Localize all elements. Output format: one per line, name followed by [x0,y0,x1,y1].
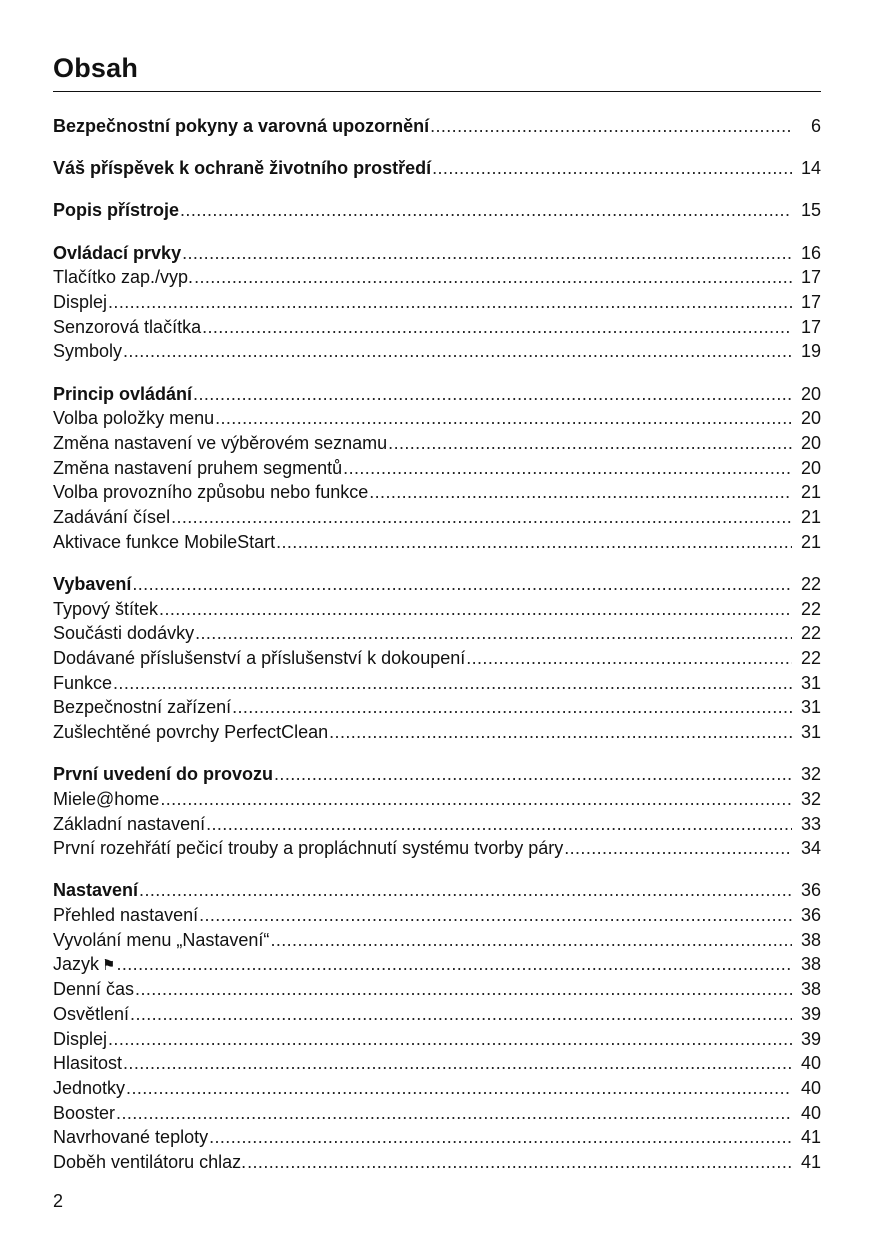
toc-entry-text: Navrhované teploty [53,1127,209,1148]
toc-entry[interactable] [53,505,821,530]
dot-leader [232,695,792,720]
toc-entry-text: Vybavení [53,573,132,594]
toc-page-number: 17 [800,291,821,312]
toc-entry-text: Zadávání čísel [53,506,171,527]
dot-leader [247,1150,792,1175]
dot-leader [202,315,792,340]
toc-section [53,241,821,364]
toc-entry[interactable] [53,1076,821,1101]
toc-entry-text: Displej [53,291,108,312]
toc-entry-label [53,114,429,139]
toc-entry[interactable] [53,1027,821,1052]
toc-entry-label [53,695,231,720]
toc-page-number: 41 [800,1151,821,1172]
toc-entry-label [53,928,269,953]
toc-entry-label [53,952,115,979]
toc-page-number: 14 [800,158,821,179]
toc-entry-label [53,671,112,696]
toc-entry[interactable] [53,836,821,861]
toc-entry[interactable] [53,1051,821,1076]
toc-entry-text: Volba položky menu [53,408,215,429]
toc-entry[interactable] [53,290,821,315]
dot-leader [126,1076,792,1101]
toc-entry[interactable] [53,1101,821,1126]
toc-entry-text: Ovládací prvky [53,242,182,263]
toc-entry-label [53,720,328,745]
toc-page-number: 21 [800,482,821,503]
toc-entry[interactable] [53,315,821,340]
toc-entry-label [53,406,214,431]
toc-entry-text: Změna nastavení ve výběrovém seznamu [53,432,388,453]
toc-entry-label [53,480,368,505]
toc-entry-label [53,1076,125,1101]
dot-leader [388,431,792,456]
toc-entry-text: Funkce [53,672,113,693]
toc-section [53,382,821,555]
toc-page-number: 22 [800,598,821,619]
toc-entry-label [53,621,194,646]
toc-entry-label [53,265,193,290]
dot-leader [116,952,792,977]
toc-entry-label [53,1051,122,1076]
toc-entry[interactable] [53,480,821,505]
toc-page-number: 38 [800,954,821,975]
toc-page-number: 17 [800,267,821,288]
dot-leader [116,1101,792,1126]
toc-entry-label [53,339,122,364]
toc-entry-text: Přehled nastavení [53,905,199,926]
toc-page-number: 40 [800,1053,821,1074]
toc-page-number: 31 [800,672,821,693]
toc-entry-label [53,762,273,787]
toc-entry-label [53,156,431,181]
toc-page-number: 19 [800,341,821,362]
toc-page-number: 20 [800,408,821,429]
dot-leader [108,290,792,315]
toc-chapter-entry[interactable] [53,572,821,597]
toc-page-number: 21 [800,531,821,552]
toc-entry-text: Základní nastavení [53,813,206,834]
dot-leader [180,198,792,223]
toc-entry-label [53,1101,115,1126]
toc-entry[interactable] [53,597,821,622]
toc-section [53,156,821,181]
dot-leader [139,878,792,903]
dot-leader [430,114,792,139]
toc-entry[interactable] [53,621,821,646]
flag-icon: ⚑ [102,957,116,975]
toc-page-number: 39 [800,1028,821,1049]
toc-entry-text: První rozehřátí pečicí trouby a propláchnutí systému tvorby páry [53,838,564,859]
dot-leader [132,572,792,597]
dot-leader [182,241,792,266]
toc-entry-text: Změna nastavení pruhem segmentů [53,457,343,478]
toc-entry-text: Symboly [53,341,123,362]
dot-leader [108,1027,792,1052]
toc-entry-label [53,1027,107,1052]
toc-page-number: 32 [800,764,821,785]
toc-entry-text: Vyvolání menu „Nastavení“ [53,929,270,950]
dot-leader [329,720,792,745]
toc-chapter-entry[interactable] [53,241,821,266]
toc-chapter-entry[interactable] [53,762,821,787]
toc-entry-label [53,572,131,597]
toc-entry-text: Denní čas [53,979,135,1000]
toc-entry[interactable] [53,977,821,1002]
page-title: Obsah [53,53,139,83]
toc-section [53,878,821,1174]
toc-chapter-entry[interactable] [53,198,821,223]
toc-chapter-entry[interactable] [53,878,821,903]
toc-entry[interactable] [53,1002,821,1027]
toc-chapter-entry[interactable] [53,156,821,181]
dot-leader [193,382,792,407]
toc-page-number: 36 [800,880,821,901]
toc-entry-text: Jednotky [53,1077,126,1098]
dot-leader [123,339,792,364]
toc-entry[interactable] [53,1125,821,1150]
toc-entry-text: Typový štítek [53,598,159,619]
toc-entry-label [53,505,170,530]
toc-entry-text: Aktivace funkce MobileStart [53,531,276,552]
toc-entry-text: Tlačítko zap./vyp. [53,267,194,288]
toc-entry[interactable] [53,787,821,812]
toc-entry-label [53,456,342,481]
toc-entry[interactable] [53,431,821,456]
toc-entry-text: Princip ovládání [53,383,193,404]
toc-entry-text: Váš příspěvek k ochraně životního prostředí [53,158,432,179]
toc-section [53,572,821,745]
toc-page-number: 34 [800,838,821,859]
toc-entry-text: Doběh ventilátoru chlaz. [53,1151,247,1172]
dot-leader [276,530,792,555]
toc-entry-label [53,1150,246,1175]
toc-entry[interactable] [53,695,821,720]
toc-page-number: 15 [800,200,821,221]
dot-leader [130,1002,792,1027]
toc-page-number: 38 [800,929,821,950]
toc-entry-text: Miele@home [53,788,160,809]
toc-page-number: 16 [800,242,821,263]
dot-leader [564,836,792,861]
toc-entry[interactable] [53,720,821,745]
toc-entry-label [53,241,181,266]
toc-entry-text: Součásti dodávky [53,623,195,644]
toc-chapter-entry[interactable] [53,114,821,139]
toc-page-number: 39 [800,1003,821,1024]
toc-entry-label [53,878,138,903]
toc-page-number: 41 [800,1127,821,1148]
toc-page-number: 40 [800,1102,821,1123]
toc-page-number: 40 [800,1077,821,1098]
dot-leader [369,480,792,505]
toc-entry-text: Booster [53,1102,116,1123]
toc-page-number: 32 [800,788,821,809]
toc-entry-label [53,1002,129,1027]
toc-page-number: 20 [800,383,821,404]
dot-leader [194,265,792,290]
toc-entry[interactable] [53,952,821,977]
toc-entry[interactable] [53,1150,821,1175]
toc-entry-text: Senzorová tlačítka [53,316,202,337]
toc-entry-text: Volba provozního způsobu nebo funkce [53,482,369,503]
toc-entry-label [53,646,465,671]
toc-entry-text: Hlasitost [53,1053,123,1074]
toc-entry[interactable] [53,530,821,555]
toc-entry-label [53,903,198,928]
toc-page-number: 38 [800,979,821,1000]
toc-entry-text: Displej [53,1028,108,1049]
dot-leader [199,903,792,928]
dot-leader [160,787,792,812]
dot-leader [195,621,792,646]
toc-entry-text: Dodávané příslušenství a příslušenství k dokoupení [53,647,466,668]
toc-entry-label [53,431,387,456]
dot-leader [159,597,792,622]
toc-page-number: 31 [800,697,821,718]
toc-entry-label [53,597,158,622]
toc-page-number: 36 [800,905,821,926]
toc-entry-label [53,290,107,315]
toc-page-number: 22 [800,647,821,668]
toc-page-number: 20 [800,457,821,478]
dot-leader [209,1125,792,1150]
toc-entry[interactable] [53,406,821,431]
toc-page-number: 17 [800,316,821,337]
toc-entry[interactable] [53,646,821,671]
dot-leader [171,505,792,530]
toc-entry-label [53,977,134,1002]
toc-entry-label [53,1125,208,1150]
toc-entry-label [53,315,201,340]
toc-entry[interactable] [53,339,821,364]
toc-entry-label [53,530,275,555]
toc-entry-label [53,787,159,812]
toc-entry-text: Jazyk [53,954,100,975]
toc-entry-text: Popis přístroje [53,200,180,221]
toc-page-number: 6 [810,116,821,136]
toc-entry-text: Zušlechtěné povrchy PerfectClean [53,721,329,742]
toc-section [53,198,821,223]
dot-leader [466,646,792,671]
title-divider [53,91,821,92]
dot-leader [113,671,792,696]
dot-leader [343,456,792,481]
toc-entry-text: Nastavení [53,880,139,901]
toc-section [53,114,821,139]
toc-entry[interactable] [53,812,821,837]
toc-entry-label [53,812,205,837]
toc-page-number: 33 [800,813,821,834]
toc-entry[interactable] [53,671,821,696]
dot-leader [270,928,792,953]
toc-page-number: 21 [800,506,821,527]
toc-chapter-entry[interactable] [53,382,821,407]
toc-page-number: 31 [800,721,821,742]
toc-entry[interactable] [53,928,821,953]
toc-page-number: 20 [800,432,821,453]
dot-leader [432,156,792,181]
toc-section [53,762,821,861]
dot-leader [206,812,792,837]
toc-entry[interactable] [53,456,821,481]
toc-entry[interactable] [53,265,821,290]
toc-entry-text: Osvětlení [53,1003,130,1024]
dot-leader [123,1051,792,1076]
toc-entry-label [53,198,179,223]
table-of-contents [53,114,821,1192]
toc-entry[interactable] [53,903,821,928]
dot-leader [215,406,792,431]
dot-leader [135,977,792,1002]
toc-entry-text: Bezpečnostní pokyny a varovná upozornění [53,116,430,136]
toc-page-number: 22 [800,573,821,594]
toc-page-number: 22 [800,623,821,644]
toc-entry-label [53,382,192,407]
page-number: 2 [53,1191,64,1211]
toc-entry-text: Bezpečnostní zařízení [53,697,232,718]
toc-entry-text: První uvedení do provozu [53,764,274,785]
dot-leader [274,762,792,787]
toc-entry-label [53,836,563,861]
